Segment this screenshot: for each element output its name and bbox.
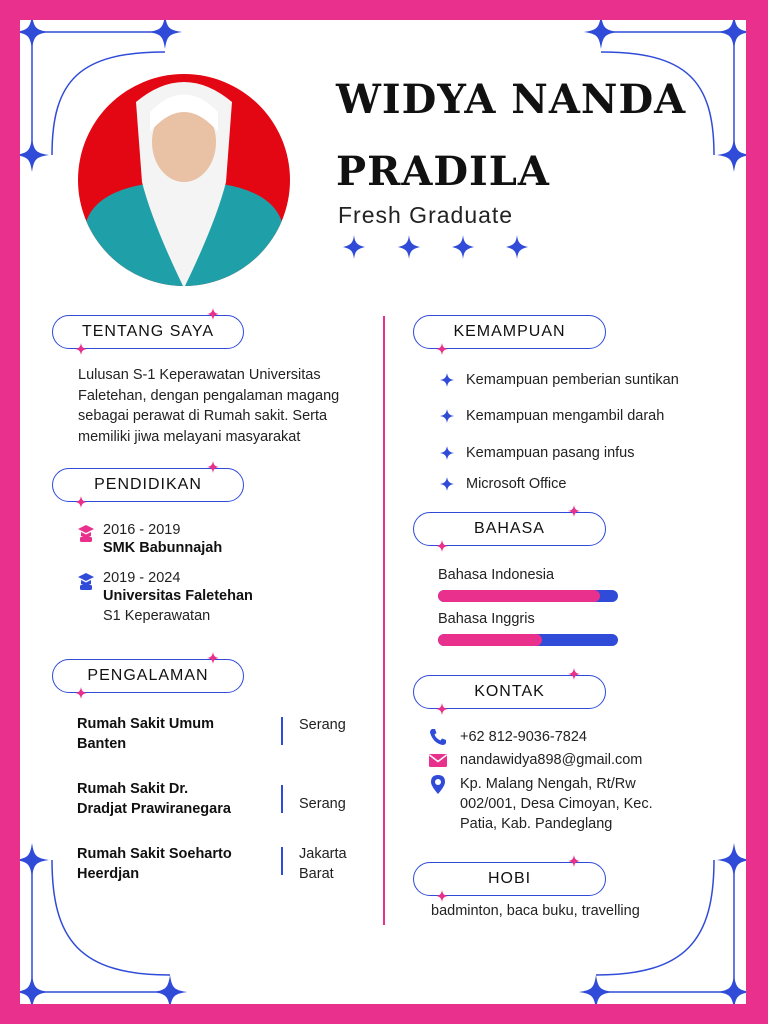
language-label: Bahasa Inggris (438, 611, 535, 627)
section-title: KONTAK (474, 683, 545, 700)
section-header-bahasa (413, 512, 606, 546)
sparkle-row-icon (338, 234, 538, 260)
section-title: TENTANG SAYA (81, 323, 214, 340)
section-title: BAHASA (474, 520, 545, 537)
name-line2: PRADILA (336, 148, 550, 195)
about-text (78, 365, 378, 447)
experience-name-line: Rumah Sakit Umum (77, 716, 214, 732)
sparkle-icon (568, 668, 580, 680)
section-title: PENGALAMAN (87, 667, 209, 684)
education-years: 2016 - 2019 (103, 522, 181, 538)
sparkle-icon (207, 461, 219, 473)
address-line: 002/001, Desa Cimoyan, Kec. (460, 796, 653, 812)
experience-name-line: Banten (77, 736, 127, 752)
resume-page (20, 20, 746, 1004)
experience-location-line: Serang (299, 796, 346, 812)
address-text (460, 774, 653, 834)
section-title: HOBI (487, 870, 532, 887)
experience-name (77, 844, 267, 884)
experience-location-line: Jakarta (299, 846, 347, 862)
mail-icon (428, 750, 448, 770)
section-title: KEMAMPUAN (453, 323, 566, 340)
skill-label: Kemampuan pasang infus (466, 445, 635, 461)
sparkle-icon (75, 496, 87, 508)
skill-item (440, 372, 679, 388)
sparkle-icon (207, 308, 219, 320)
education-school: Universitas Faletehan (103, 588, 253, 604)
skill-label: Kemampuan pemberian suntikan (466, 372, 679, 388)
sparkle-icon (436, 703, 448, 715)
sparkle-icon (568, 855, 580, 867)
sparkle-icon (436, 540, 448, 552)
experience-divider (281, 847, 283, 875)
education-degree: S1 Keperawatan (103, 608, 211, 624)
name-line1: WIDYA NANDA (336, 76, 687, 123)
email-text: nandawidya898@gmail.com (460, 752, 643, 768)
address-line: Kp. Malang Nengah, Rt/Rw (460, 776, 636, 792)
skill-item (440, 408, 664, 424)
sparkle-icon (440, 446, 454, 460)
language-level-bar (438, 590, 618, 602)
contact-address (428, 774, 653, 834)
section-title: PENDIDIKAN (94, 476, 202, 493)
contact-email (428, 750, 642, 770)
experience-name-line: Heerdjan (77, 866, 140, 882)
sparkle-icon (436, 890, 448, 902)
about-line: Lulusan S-1 Keperawatan Universitas (78, 367, 321, 383)
language-level-bar (438, 634, 618, 646)
language-label: Bahasa Indonesia (438, 567, 555, 583)
experience-location (299, 715, 379, 735)
language-level-fill (438, 590, 600, 602)
language-level-fill (438, 634, 542, 646)
education-school: SMK Babunnajah (103, 540, 223, 556)
education-years: 2019 - 2024 (103, 570, 181, 586)
skill-item (440, 476, 566, 492)
contact-phone (428, 727, 587, 747)
section-header-kemampuan (413, 315, 606, 349)
location-pin-icon (428, 774, 448, 794)
sparkle-icon (75, 343, 87, 355)
section-header-tentang (52, 315, 244, 349)
graduation-cap-icon (78, 572, 94, 590)
experience-location (299, 844, 379, 884)
experience-divider (281, 785, 283, 813)
experience-location-line: Serang (299, 717, 346, 733)
profile-photo (76, 72, 292, 288)
experience-name (77, 714, 267, 754)
phone-icon (428, 727, 448, 747)
subtitle: Fresh Graduate (338, 202, 514, 228)
experience-location (299, 794, 379, 814)
about-line: Faletehan, dengan pengalaman magang (78, 387, 340, 404)
address-line: Patia, Kab. Pandeglang (460, 816, 613, 832)
skill-label: Kemampuan mengambil darah (466, 408, 665, 424)
experience-name-line: Rumah Sakit Dr. (77, 781, 189, 797)
skill-item (440, 445, 634, 461)
sparkle-icon (440, 477, 454, 491)
hobby-text: badminton, baca buku, travelling (431, 903, 640, 919)
section-header-hobi (413, 862, 606, 896)
experience-name (77, 779, 267, 819)
experience-name-line: Rumah Sakit Soeharto (77, 846, 232, 862)
about-line: sebagai perawat di Rumah sakit. Serta (78, 408, 328, 424)
experience-location-line: Barat (299, 866, 334, 882)
phone-text: +62 812-9036-7824 (460, 729, 587, 745)
sparkle-icon (207, 652, 219, 664)
section-header-pendidikan (52, 468, 244, 502)
sparkle-icon (440, 409, 454, 423)
skill-label: Microsoft Office (466, 476, 567, 492)
sparkle-icon (75, 687, 87, 699)
sparkle-icon (436, 343, 448, 355)
sparkle-icon (440, 373, 454, 387)
section-header-kontak (413, 675, 606, 709)
sparkle-icon (568, 505, 580, 517)
experience-divider (281, 717, 283, 745)
about-line: memiliki jiwa melayani masyarakat (78, 428, 301, 445)
section-header-pengalaman (52, 659, 244, 693)
graduation-cap-icon (78, 524, 94, 542)
experience-name-line: Dradjat Prawiranegara (77, 801, 231, 817)
